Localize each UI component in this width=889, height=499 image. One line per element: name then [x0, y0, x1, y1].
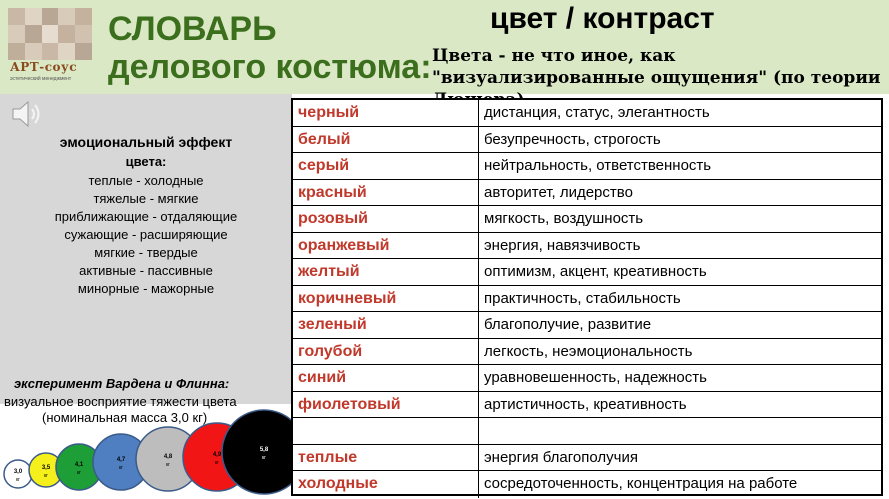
page-subtitle: цвет / контраст [490, 2, 715, 35]
color-meaning: практичность, стабильность [484, 289, 681, 307]
color-term: серый [293, 153, 479, 179]
table-row [293, 365, 881, 392]
color-term: оранжевый [293, 233, 479, 259]
emotion-pair: активные - пассивные [79, 263, 213, 278]
color-term: теплые [293, 445, 479, 471]
color-term: холодные [293, 471, 479, 498]
table-row [293, 418, 881, 445]
color-term: зеленый [293, 312, 479, 338]
color-meaning: уравновешенность, надежность [484, 369, 707, 386]
emotion-pair: сужающие - расширяющие [64, 227, 228, 242]
experiment-title: эксперимент Вардена и Флинна: [14, 376, 230, 391]
table-row [293, 233, 881, 260]
logo-brand: АРТ-соус [10, 60, 78, 74]
color-meaning: артистичность, креативность [484, 395, 687, 413]
table-row [293, 312, 881, 339]
emotion-pair: приближающие - отдаляющие [54, 209, 238, 224]
weight-value: 4,1 [74, 462, 84, 468]
color-term [293, 418, 479, 444]
color-term: желтый [293, 259, 479, 285]
color-meaning: дистанция, статус, элегантность [484, 104, 710, 121]
table-row [293, 100, 881, 127]
emotion-pair: мягкие - твердые [94, 245, 198, 260]
color-term: фиолетовый [293, 392, 479, 418]
experiment-subtitle: визуальное восприятие тяжести цвета [4, 394, 237, 409]
table-row [293, 153, 881, 180]
luscher-quote: Цвета - не что иное, как "визуализированные ощущения" (по теории [432, 46, 881, 88]
color-term: голубой [293, 339, 479, 365]
weight-value: 4,9 [212, 452, 222, 458]
logo-mosaic [8, 8, 92, 60]
logo-tagline: эстетический менеджмент [10, 76, 72, 82]
emotion-pairs-list [0, 172, 292, 298]
weight-unit: кг [15, 477, 21, 483]
color-term: коричневый [293, 286, 479, 312]
header-bar [0, 0, 889, 94]
table-row [293, 259, 881, 286]
color-term: розовый [293, 206, 479, 232]
experiment-mass: (номинальная масса 3,0 кг) [42, 410, 208, 425]
weight-unit: кг [214, 460, 220, 466]
weight-unit: кг [261, 455, 267, 461]
table-row [293, 286, 881, 313]
table-row [293, 471, 881, 498]
emotion-pair: минорные - мажорные [77, 281, 215, 296]
table-row [293, 206, 881, 233]
weight-unit: кг [76, 470, 82, 476]
table-row [293, 339, 881, 366]
weight-value: 5,8 [259, 447, 269, 453]
color-meaning: легкость, неэмоциональность [484, 342, 693, 360]
weight-unit: кг [43, 473, 49, 479]
color-meaning: мягкость, воздушность [484, 210, 644, 227]
speaker-icon[interactable] [10, 98, 44, 130]
table-row [293, 127, 881, 154]
emotion-pair: тяжелые - мягкие [93, 191, 199, 206]
table-row [293, 445, 881, 472]
color-meaning: энергия, навязчивость [484, 236, 641, 254]
weight-value: 3,5 [41, 465, 51, 471]
color-meaning: энергия благополучия [484, 448, 638, 466]
table-row [293, 180, 881, 207]
logo [8, 8, 92, 82]
color-term: черный [293, 100, 479, 126]
color-meaning: безупречность, строгость [484, 130, 661, 148]
color-meaning-table [291, 98, 883, 496]
weight-unit: кг [165, 462, 171, 468]
color-term: красный [293, 180, 479, 206]
color-meaning: нейтральность, ответственность [484, 157, 712, 174]
weight-value: 4,7 [116, 457, 126, 463]
color-meaning [479, 418, 884, 444]
weight-value: 4,8 [163, 454, 173, 460]
weight-value: 3,0 [13, 469, 23, 475]
color-meaning: сосредоточенность, концентрация на работе [484, 475, 798, 492]
color-meaning: авторитет, лидерство [484, 183, 633, 201]
color-meaning: благополучие, развитие [484, 316, 652, 333]
weight-unit: кг [118, 465, 124, 471]
emotion-pair: теплые - холодные [88, 173, 204, 188]
color-meaning: оптимизм, акцент, креативность [484, 263, 707, 280]
color-term: синий [293, 365, 479, 391]
emotion-title: эмоциональный эффект [59, 134, 233, 150]
color-term: белый [293, 127, 479, 153]
emotion-subtitle: цвета: [125, 154, 167, 169]
page-title: СЛОВАРЬ делового костюма: [108, 10, 432, 86]
table-row [293, 392, 881, 419]
